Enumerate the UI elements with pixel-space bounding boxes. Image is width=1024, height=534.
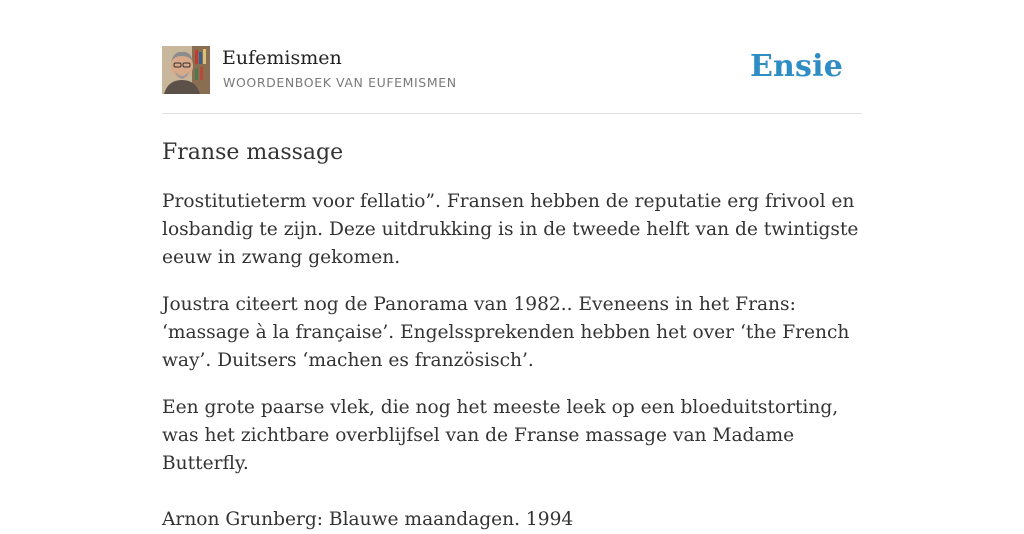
- site-logo[interactable]: Ensie: [749, 49, 843, 84]
- entry-header: [162, 46, 862, 114]
- citation: Arnon Grunberg: Blauwe maandagen. 1994: [162, 509, 574, 530]
- definition-paragraph: Prostitutieterm voor fellatio”. Fransen hebben de reputatie erg frivool en losbandig te zijn. Deze uitdrukking is in de tweede helft van de twintigste eeuw in zwang gekomen.: [162, 191, 859, 268]
- entry-title: Franse massage: [162, 140, 344, 165]
- note-paragraph: Joustra citeert nog de Panorama van 1982.. Eveneens in het Frans: ‘massage à la française’. Engelssprekenden hebben het over ‘the French way’. Duitsers ‘machen es französisch’.: [162, 294, 850, 371]
- avatar[interactable]: [162, 46, 210, 94]
- entry-page: [162, 0, 862, 534]
- quote-paragraph: Een grote paarse vlek, die nog het meeste leek op een bloeduitstorting, was het zichtbare overblijfsel van de Franse massage van Madame Butterfly.: [162, 397, 839, 474]
- person-portrait-icon: [162, 46, 210, 94]
- entry-content: [162, 188, 862, 534]
- author-subtitle[interactable]: WOORDENBOEK VAN EUFEMISMEN: [223, 75, 457, 90]
- author-name[interactable]: Eufemismen: [222, 47, 342, 69]
